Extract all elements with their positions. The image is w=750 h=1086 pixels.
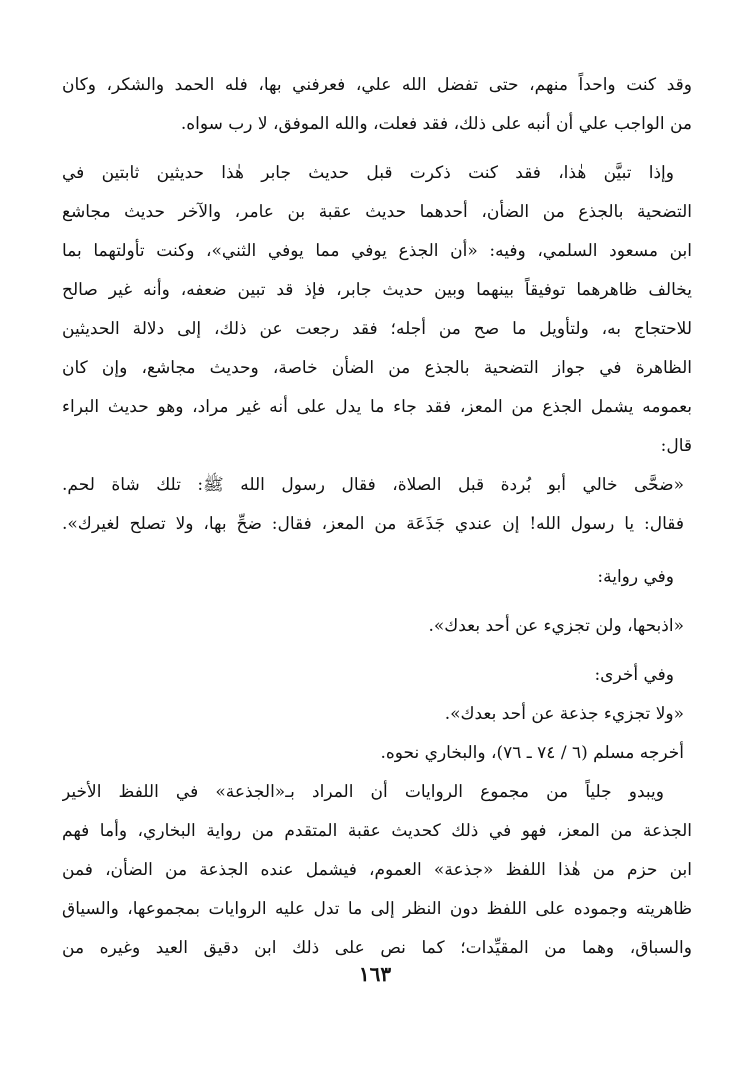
hadith-quote [62,466,692,544]
narration-label: وفي رواية: [597,567,674,587]
narration-variant-1 [62,558,692,646]
text-line: الجذعة من المعز، فهو في ذلك كحديث عقبة المتقدم من رواية البخاري، وأما فهم [62,821,692,841]
quote-line: «ضحَّى خالي أبو بُردة قبل الصلاة، فقال رسول الله ﷺ: تلك شاة لحم. [62,475,684,495]
narration-label: وفي أخرى: [594,665,674,685]
text-line: ابن مسعود السلمي، وفيه: «أن الجذع يوفي مما يوفي الثني»، وكنت تأولتهما بما [62,241,692,261]
page-body [62,66,692,968]
text-line: للاحتجاج به، ولتأويل ما صح من أجله؛ فقد رجعت عن ذلك، إلى دلالة الحديثين [62,319,692,339]
narration-variant-2 [62,656,692,734]
text-line: يخالف ظاهرهما توفيقاً بينهما وبين حديث جابر، فإذ قد تبين ضعفه، وأنه غير صالح [62,280,692,300]
text-line: قال: [660,436,692,456]
text-line: وإذا تبيَّن هٰذا، فقد كنت ذكرت قبل حديث جابر هٰذا حديثين ثابتين في [62,163,674,183]
text-line: ظاهريته وجموده على اللفظ دون النظر إلى ما تدل عليه الروايات بمجموعها، والسياق [62,899,692,919]
paragraph-jabir-hadith [62,154,692,466]
citation: أخرجه مسلم (٦ / ٧٤ ـ ٧٦)، والبخاري نحوه. [380,743,684,763]
paragraph-conclusion [62,773,692,968]
text-line: بعمومه يشمل الجذع من المعز، فقد جاء ما يدل على أنه غير مراد، وهو حديث البراء [62,397,692,417]
quote-line: فقال: يا رسول الله! إن عندي جَذَعَة من المعز، فقال: ضحِّ بها، ولا تصلح لغيرك». [62,514,684,534]
paragraph-continuation [62,66,692,144]
text-line: من الواجب علي أن أنبه على ذلك، فقد فعلت، والله الموفق، لا رب سواه. [180,114,692,134]
text-line: ابن حزم من هٰذا اللفظ «جذعة» العموم، فيشمل عنده الجذعة من الضأن، فمن [62,860,692,880]
narration-text: «اذبحها، ولن تجزيء عن أحد بعدك». [428,616,684,636]
text-line: وقد كنت واحداً منهم، حتى تفضل الله علي، فعرفني بها، فله الحمد والشكر، وكان [62,75,692,95]
text-line: التضحية بالجذع من الضأن، أحدهما حديث عقبة بن عامر، والآخر حديث مجاشع [62,202,692,222]
page-number: ١٦٣ [358,962,392,986]
text-line: الظاهرة في جواز التضحية بالجذع من الضأن خاصة، وحديث مجاشع، وإن كان [62,358,692,378]
narration-text: «ولا تجزيء جذعة عن أحد بعدك». [444,704,684,724]
text-line: ويبدو جلياً من مجموع الروايات أن المراد بـ«الجذعة» في اللفظ الأخير [62,782,664,802]
text-line: والسباق، وهما من المقيِّدات؛ كما نص على ذلك ابن دقيق العيد وغيره من [62,938,692,958]
